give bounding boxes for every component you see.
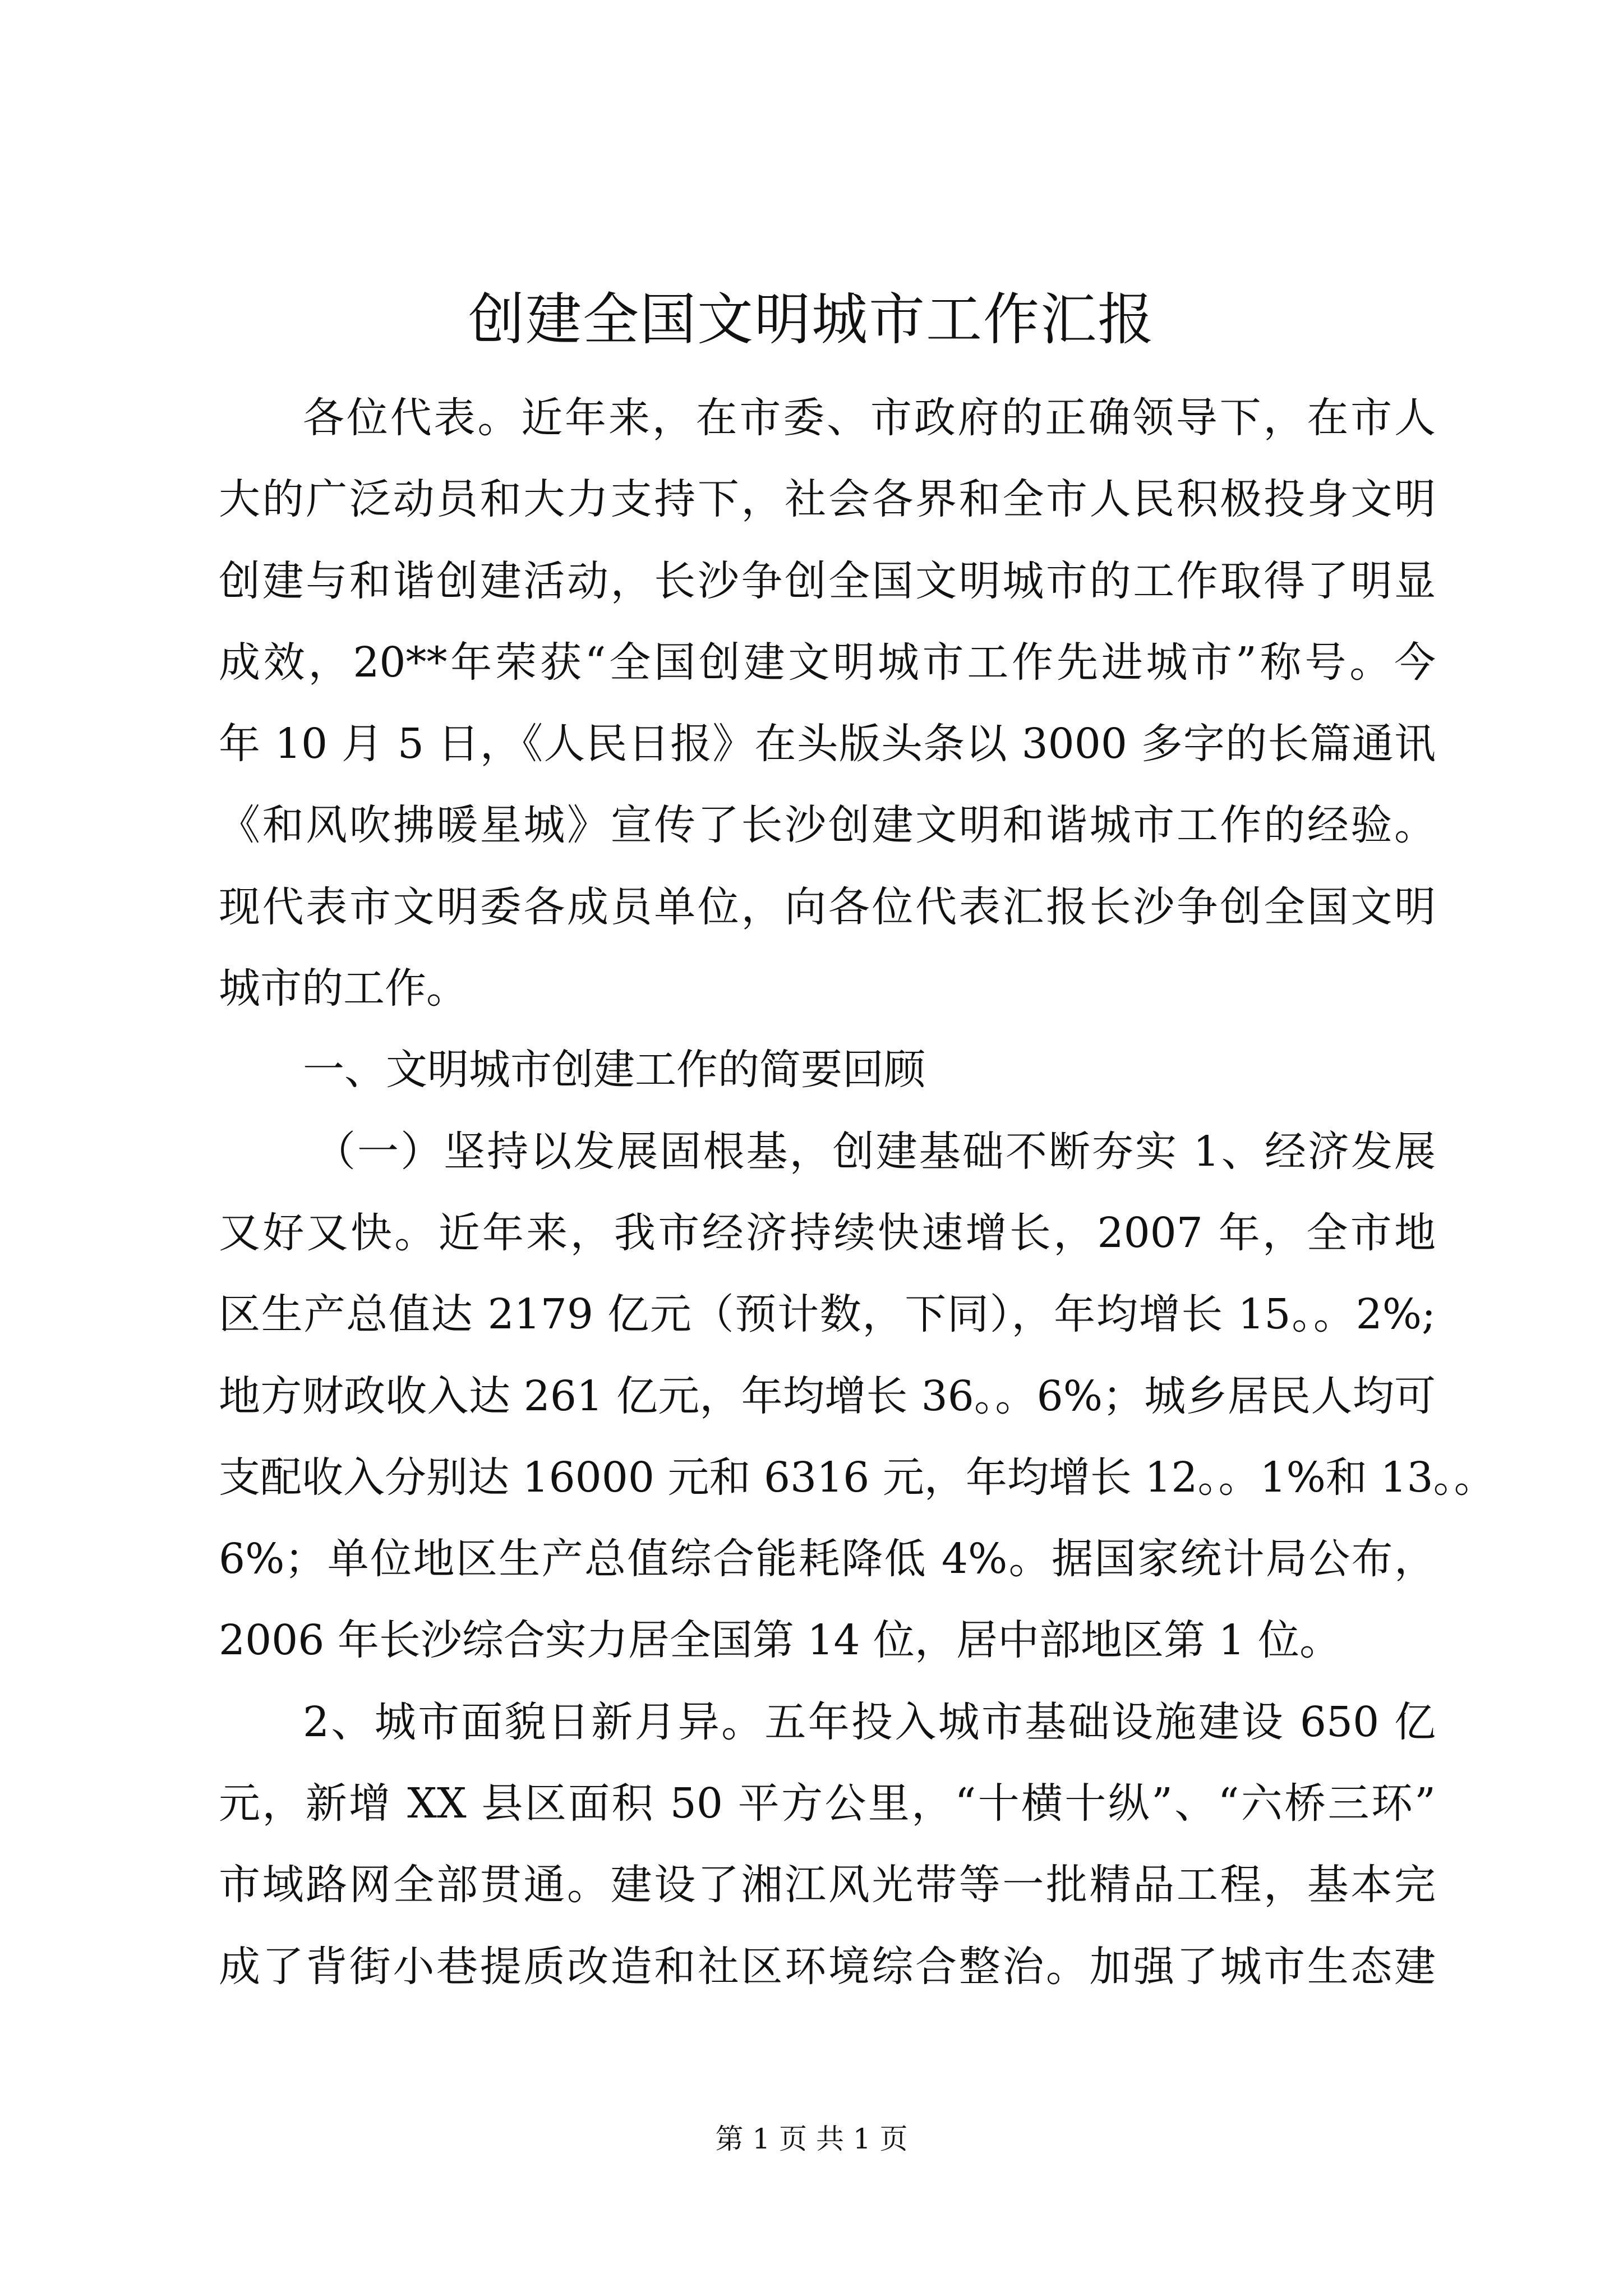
paragraph-line: 2、城市面貌日新月异。五年投入城市基础设施建设 650 亿 <box>303 1698 1436 1746</box>
paragraph-line: 支配收入分别达 16000 元和 6316 元，年均增长 12。。1%和 13。。 <box>219 1453 1496 1502</box>
page-footer: 第 1 页 共 1 页 <box>715 2123 908 2155</box>
paragraph-line: 创建与和谐创建活动，长沙争创全国文明城市的工作取得了明显 <box>219 557 1436 605</box>
paragraph-line: 年 10 月 5 日，《人民日报》在头版头条以 3000 多字的长篇通讯 <box>219 720 1436 768</box>
paragraph-line: 成了背街小巷提质改造和社区环境综合整治。加强了城市生态建 <box>219 1943 1436 1991</box>
paragraph-line: 元，新增 XX 县区面积 50 平方公里，“十横十纵”、“六桥三环” <box>219 1779 1436 1828</box>
paragraph-line: 市域路网全部贯通。建设了湘江风光带等一批精品工程，基本完 <box>219 1861 1436 1909</box>
paragraph-line: 区生产总值达 2179 亿元（预计数，下同），年均增长 15。。2%; <box>219 1290 1436 1338</box>
section-heading: 一、文明城市创建工作的简要回顾 <box>303 1046 925 1094</box>
paragraph-line: 大的广泛动员和大力支持下，社会各界和全市人民积极投身文明 <box>219 475 1436 523</box>
document-title: 创建全国文明城市工作汇报 <box>468 287 1155 352</box>
paragraph-line: 《和风吹拂暖星城》宣传了长沙创建文明和谐城市工作的经验。 <box>219 801 1436 849</box>
paragraph-line: 各位代表。近年来，在市委、市政府的正确领导下，在市人 <box>303 394 1436 442</box>
paragraph-line: 2006 年长沙综合实力居全国第 14 位，居中部地区第 1 位。 <box>219 1616 1341 1664</box>
paragraph-line: （一）坚持以发展固根基，创建基础不断夯实 1、经济发展 <box>314 1128 1436 1176</box>
paragraph-line: 又好又快。近年来，我市经济持续快速增长，2007 年，全市地 <box>219 1209 1436 1257</box>
paragraph-line: 地方财政收入达 261 亿元，年均增长 36。。6%；城乡居民人均可 <box>219 1372 1436 1420</box>
paragraph-line: 6%；单位地区生产总值综合能耗降低 4%。据国家统计局公布， <box>219 1535 1436 1583</box>
paragraph-line: 现代表市文明委各成员单位，向各位代表汇报长沙争创全国文明 <box>219 883 1436 931</box>
paragraph-line: 城市的工作。 <box>219 964 468 1013</box>
paragraph-line: 成效，20**年荣获“全国创建文明城市工作先进城市”称号。今 <box>219 638 1436 687</box>
